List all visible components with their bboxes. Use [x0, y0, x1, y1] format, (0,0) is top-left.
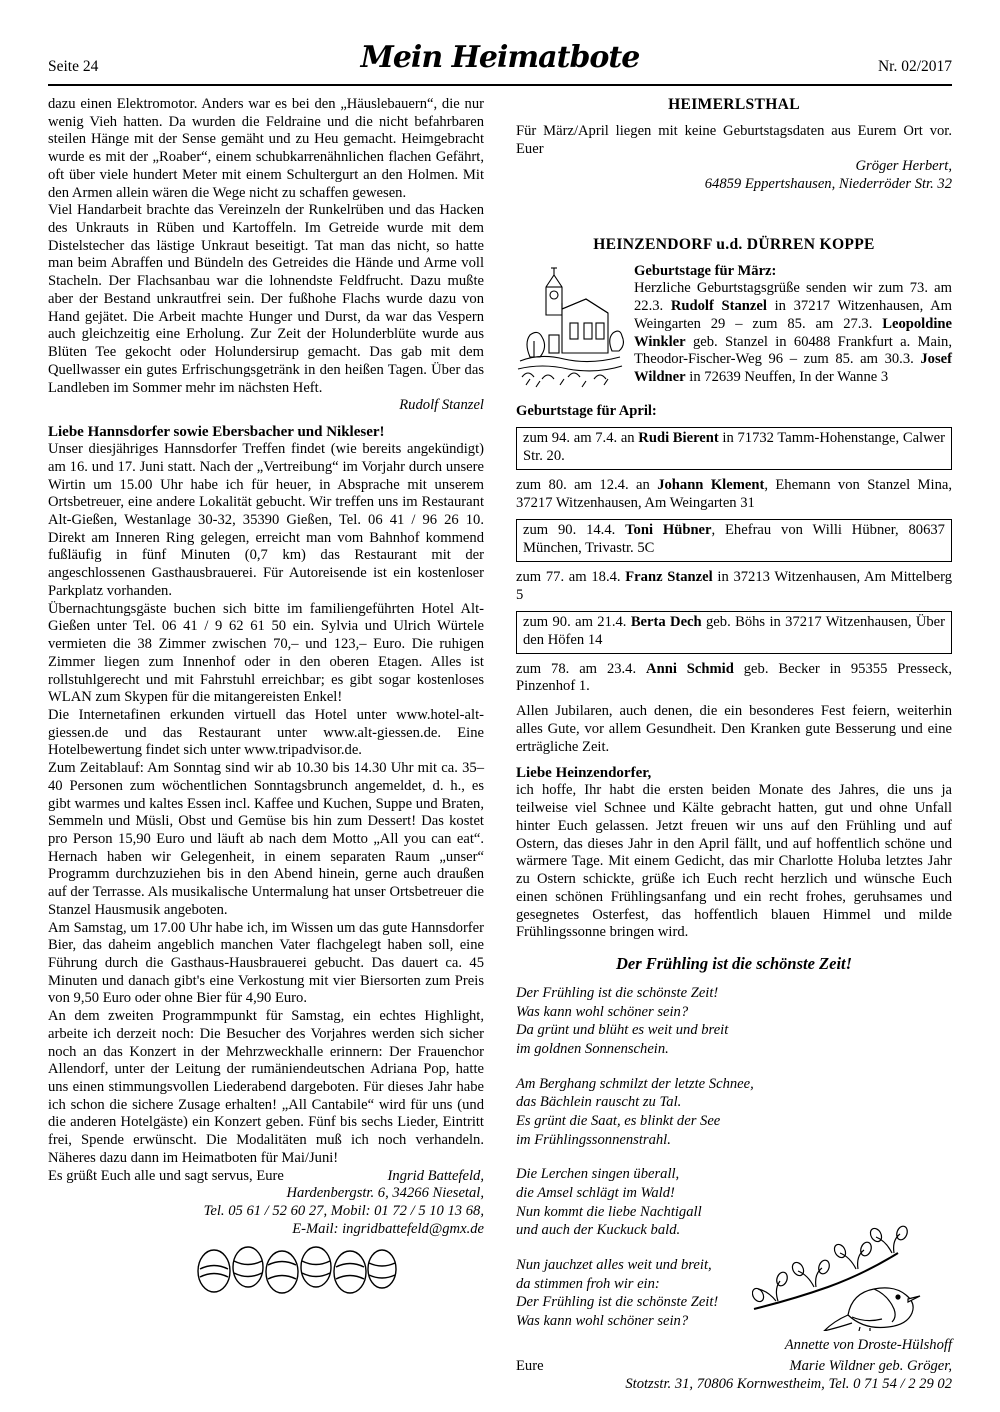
entry-text-part: zum 90. am 21.4. — [523, 614, 631, 631]
poem-line: Was kann wohl schöner sein? — [516, 1313, 689, 1330]
letter-body: ich hoffe, Ihr habt die ersten beiden Monate des Jahres, die uns ja teilweise viel Schnee und Kälte gebracht hatten, gut und ohne Unfall hinter Euch gelassen. Jetzt freuen wir uns auf den Frühling und auf Ostern, das dieses Jahr in den April fällt, und auf hoffentlich schöne und wärmere Tage. Mit einem Gedicht, das mir Charlotte Holuba letztes Jahr zu Ostern schickte, grüße ich Euch recht herzlich und wünsche Euch einen schönen Frühlingsanfang und ein recht frohes, geruhsames und gesegnetes Osterfest, das hoffentlich blauen Himmel und milde Frühlingssonne bringen wird. — [516, 782, 952, 941]
march-text-part: in 72639 Neuffen, In der Wanne 3 — [685, 369, 889, 386]
hannsdorf-paragraph: An dem zweiten Programmpunkt für Samstag, ein echtes Highlight, arbeite ich derzeit noch: Die Besucher des Vorjahres werden sich sicher noch an das Konzert in der Mehrzweckhalle erinnern: Der Frauenchor Allendorf, unter der Leitung der rumäniendeutschen Adriana Pop, hatte uns einen stimmungsvollen Liederabend dargeboten. Für dieses Jahr habe ich schon die sichere Zusage erhalten! „All Cantabile“ wird für uns (und die anderen Hotelgäste) ein Konzert geben. Fünf bis sechs Lieder, Eintritt frei, Spende erwünscht. Die Modalitäten muß ich noch verhandeln. Näheres dazu dann im Heimatboten für Mai/Juni! — [48, 1008, 484, 1166]
article-paragraph: dazu einen Elektromotor. Anders war es bei den „Häuslebauern“, die nur wenig Vieh hatten. Da wurden die Feldraine und die nicht befahrbaren steilen Hänge mit der Sense gemäht und zu Heu gemacht. Heimgebracht wurde es mit der „Roaber“, einem schubkarrenähnlichen flachen Gefährt, oft über viele hundert Meter mit einem Schultergurt an den Holmen. Mit den Armen allein wären die Wege nicht zu schaffen gewesen. — [48, 96, 484, 201]
birthday-entry-boxed — [516, 427, 952, 469]
entry-text-part: zum 77. am 18.4. — [516, 568, 626, 585]
entry-text-part: , Ehemann von Stanzel Mina, 37217 Witzenhausen, Am Weingarten 31 — [516, 476, 952, 511]
birthday-entry — [516, 661, 952, 696]
march-name: Rudolf Stanzel — [670, 298, 767, 315]
hannsdorf-paragraph: Am Samstag, um 17.00 Uhr habe ich, im Wissen um das gute Hannsdorfer Bier, das daheim angeblich manchen Vater flachgelegt haben soll, eine Führung durch die Gasthaus-Hausbrauerei gebucht. Das dauert ca. 45 Minuten und danach gibt's eine Verkostung mit vier Biersorten zum Preis von 9,50 Euro oder ohne Bier für 4,90 Euro. — [48, 919, 484, 1007]
section-heading-heimerlsthal: HEIMERLSTHAL — [668, 96, 800, 113]
poem-line: Was kann wohl schöner sein? — [516, 1003, 689, 1020]
poem-line: die Amsel schlägt im Wald! — [516, 1185, 675, 1202]
poem-line: Nun kommt die liebe Nachtigall — [516, 1203, 702, 1220]
hannsdorf-paragraph: Zum Zeitablauf: Am Sonntag sind wir ab 10.30 bis 14.30 Uhr mit ca. 35–40 Personen zum wöchentlichen Sonntagsbrunch angemeldet, d. h., es gibt warmes und kaltes Essen incl. Kaffee und Kuchen, Suppe und Braten, Semmeln und Müsli, Obst und Gemüse bis hin zum Dessert! Das kostet pro Person 15,90 Euro und läuft ab nach dem Motto „All you can eat“. Hernach haben wir Gelegenheit, in einem separaten Raum „unser“ Programm durchzuziehen bis in den Abend hinein, gerne auch draußen auf der Terrasse. Als musikalische Untermalung hat unser Ortsbetreuer die Stanzel Hausmusik angeboten. — [48, 760, 484, 918]
april-birthdays-heading: Geburtstage für April: — [516, 402, 657, 419]
signature-address: Hardenbergstr. 6, 34266 Niesetal, — [286, 1185, 484, 1202]
hannsdorf-paragraph: Übernachtungsgäste buchen sich bitte im familiengeführten Hotel Alt-Gießen unter Tel. 06 41 / 9 62 61 50 ein. Sylvia und Ulrich Würtele vermieten die 38 Zimmer zwischen 70,– und 123,– Euro. Die ruhigen Zimmer liegen zum Innenhof oder in den oberen Etagen. Alles ist rollstuhlgerecht und mit Fahrstuhl erreichbar; es gibt sogar kostenloses WLAN zum Skypen für die mitangereisten Enkel! — [48, 600, 484, 706]
entry-text-part: zum 90. 14.4. — [523, 522, 626, 539]
poem-line: Da grünt und blüht es weit und breit — [516, 1022, 729, 1039]
right-column — [516, 96, 952, 1394]
march-name: Leopoldine Winkler — [634, 315, 952, 350]
entry-text-part: geb. Böhs in 37217 Witzenhausen, Über den Höfen 14 — [523, 614, 946, 648]
hannsdorf-paragraph: Unser diesjähriges Hannsdorfer Treffen findet (wie bereits angekündigt) am 16. und 17. Juni statt. Nach der „Vertreibung“ im Vorjahr durch unsere Wirtin um 15.00 Uhr habe ich für heuer, in Absprache mit unserem Ortsbetreuer, eine andere Lokalität gebucht. Wir treffen uns im Restaurant Alt-Gießen, Westanlage 30-32, 35390 Gießen, Tel. 06 41 / 96 26 10. Direkt am Inneren Ring gelegen, erreicht man vom Bahnhof kommend fußläufig in fünf Minuten (0,7 km) das Restaurant mit der angeschlossenen Gasthausbrauerei. Für Autoreisende ist ein kostenloser Parkplatz vorhanden. — [48, 441, 484, 599]
poem-title: Der Frühling ist die schönste Zeit! — [615, 953, 853, 973]
poem-stanza — [516, 1075, 952, 1150]
masthead — [48, 40, 952, 84]
entry-name: Johann Klement — [657, 476, 765, 493]
birthday-entry-boxed — [516, 611, 952, 653]
birthday-entry — [516, 569, 952, 604]
march-text-part: Herzliche Geburtstagsgrüße senden wir zum 73. am 22.3. — [634, 280, 952, 315]
signature-name: Ingrid Battefeld, — [387, 1167, 484, 1184]
church-illustration-icon — [516, 265, 624, 393]
page-number: Seite 24 — [48, 58, 99, 75]
entry-name: Franz Stanzel — [625, 568, 713, 585]
heinzendorf-march-block — [516, 263, 952, 395]
march-text-part: in 37217 Witzenhausen, Am Weingarten 29 – zum 85. am 27.3. — [634, 298, 952, 332]
poem-line: und auch der Kuckuck bald. — [516, 1222, 681, 1239]
left-column — [48, 96, 484, 1319]
poem-line: Es grünt die Saat, es blinkt der See — [516, 1113, 721, 1130]
poem-author: Annette von Droste-Hülshoff — [784, 1336, 952, 1353]
hannsdorf-paragraph: Die Internetafinen erkunden virtuell das Hotel unter www.hotel-alt-giessen.de und das Restaurant unter www.alt-giessen.de. Eine Hotelbewertung findet sich unter www.tripadvisor.de. — [48, 706, 484, 759]
poem-line: Am Berghang schmilzt der letzte Schnee, — [516, 1075, 754, 1092]
footer-eure-label: Eure — [516, 1358, 544, 1375]
march-birthdays-heading: Geburtstage für März: — [634, 262, 777, 279]
poem-line: Der Frühling ist die schönste Zeit! — [516, 984, 719, 1001]
entry-name: Berta Dech — [630, 614, 702, 631]
heimerlsthal-signature-name: Gröger Herbert, — [855, 158, 952, 175]
issue-number-text: Nr. 02/2017 — [877, 58, 952, 75]
poem-line: Nun jauchzet alles weit und breit, — [516, 1257, 712, 1274]
entry-text-part: geb. Becker in 95355 Presseck, Pinzenhof 1. — [516, 660, 952, 695]
poem-line: Der Frühling ist die schönste Zeit! — [516, 1294, 719, 1311]
entry-name: Toni Hübner — [625, 522, 712, 539]
publication-logo: Mein Heimatbote — [360, 40, 640, 75]
hannsdorf-closing: Es grüßt Euch alle und sagt servus, Eure — [48, 1167, 284, 1184]
poem-line: das Bächlein rauscht zu Tal. — [516, 1094, 682, 1111]
entry-text-part: in 37213 Witzenhausen, Am Mittelberg 5 — [516, 568, 952, 603]
article-paragraph: Viel Handarbeit brachte das Vereinzeln der Runkelrüben und das Hacken des Unkrauts in Rüben und Kartoffeln. Im Getreide wurde mit dem Distelstecher das lästige Unkraut beseitigt. Tat man das nicht, so hatte man beim Abraffen und Bündeln des Getreides die Hände und Arme voll Stacheln. Der Flachsanbau war die lohnendste Feldfrucht. Dazu mußte aber der Bestand unkrautfrei sein. Der fußhohe Flachs wurde dazu von Hand gejätet. Die Arbeit machte Hunger und Durst, da war das Vespern auch gleichzeitig eine Erholung. Zur Zeit der Holunderblüte wurde aus Blüten Tee gekocht oder Holundersirup gemacht. Das gab mit dem Quellwasser ein gutes Erfrischungsgetränk in den heißen Tagen. Über das Landleben im Sommer mehr im nächsten Heft. — [48, 202, 484, 396]
easter-eggs-ornament — [188, 1239, 408, 1299]
section-heading-heinzendorf: HEINZENDORF u.d. DÜRREN KOPPE — [593, 235, 875, 253]
birthday-closing-wish: Allen Jubilaren, auch denen, die ein besonderes Fest feiern, weiterhin alles Gute, vor allem Gesundheit. Den Kranken gute Besserung und eine erträgliche Zeit. — [516, 703, 952, 755]
poem-line: da stimmen froh wir ein: — [516, 1275, 660, 1292]
article-signature: Rudolf Stanzel — [399, 397, 484, 414]
signature-phone: Tel. 05 61 / 52 60 27, Mobil: 01 72 / 5 10 13 68, — [203, 1203, 484, 1220]
heimerlsthal-body: Für März/April liegen mit keine Geburtstagsdaten aus Eurem Ort vor. Euer — [516, 122, 952, 157]
march-name: Josef Wildner — [634, 351, 952, 386]
header-divider — [48, 84, 952, 86]
poem-line: im goldnen Sonnenschein. — [516, 1041, 669, 1057]
entry-name: Rudi Bierent — [638, 430, 719, 447]
letter-heading: Liebe Heinzendorfer, — [516, 765, 652, 782]
entry-name: Anni Schmid — [646, 660, 734, 677]
entry-text-part: in 71732 Tamm-Hohenstange, Calwer Str. 20. — [523, 430, 945, 465]
issue-number — [878, 58, 952, 76]
footer-signature-address: Stotzstr. 31, 70806 Kornwestheim, Tel. 0 71 54 / 2 29 02 — [625, 1376, 952, 1393]
entry-text-part: zum 80. am 12.4. an — [516, 476, 658, 493]
entry-text-part: zum 94. am 7.4. an — [523, 430, 639, 447]
birthday-entry-boxed — [516, 519, 952, 561]
entry-text-part: zum 78. am 23.4. — [516, 660, 647, 677]
footer-signature-name: Marie Wildner geb. Gröger, — [789, 1358, 952, 1375]
march-text-part: geb. Stanzel in 60488 Frankfurt a. Main, Theodor-Fischer-Weg 96 – zum 85. am 30.3. — [634, 333, 952, 368]
bird-branch-illustration-icon — [752, 1211, 952, 1331]
poem-line: Die Lerchen singen überall, — [516, 1166, 680, 1183]
poem-line: im Frühlingssonnenstrahl. — [516, 1131, 671, 1148]
entry-text-part: , Ehefrau von Willi Hübner, 80637 München, Trivastr. 5C — [523, 522, 945, 557]
hannsdorf-heading: Liebe Hannsdorfer sowie Ebersbacher und Nikleser! — [48, 423, 385, 440]
heimerlsthal-signature-address: 64859 Eppertshausen, Niederröder Str. 32 — [704, 176, 952, 193]
signature-email: E-Mail: ingridbattefeld@gmx.de — [292, 1220, 484, 1237]
poem-stanza — [516, 984, 952, 1059]
poem-block — [516, 984, 952, 1331]
birthday-entry — [516, 477, 952, 512]
